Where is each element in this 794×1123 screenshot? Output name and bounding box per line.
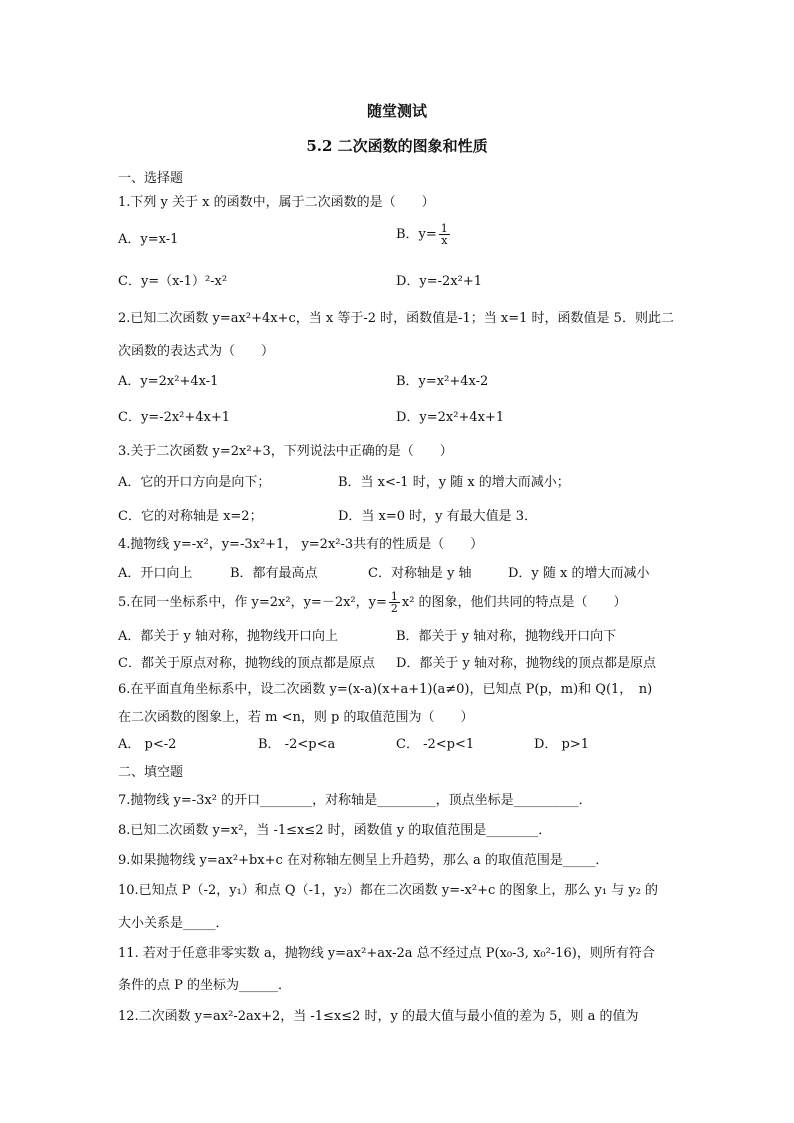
q1-option-c: C．y=（x-1）²-x²: [118, 274, 228, 289]
q5-fraction: [389, 591, 400, 614]
q1-option-a: A．y=x-1: [118, 232, 179, 247]
q5-numerator: 1: [390, 590, 398, 603]
q6-option-a: A． p<-2: [118, 737, 177, 752]
question-10-line2: 大小关系是_____．: [118, 916, 229, 931]
q3-option-c: C．它的对称轴是 x=2；: [118, 509, 263, 524]
page-subtitle: 5.2 二次函数的图象和性质: [306, 137, 488, 155]
q3-option-b: B．当 x<-1 时，y 随 x 的增大而减小；: [338, 475, 570, 490]
question-11-line2: 条件的点 P 的坐标为______．: [118, 978, 292, 993]
q5-option-a: A．都关于 y 轴对称，抛物线开口向上: [118, 629, 338, 644]
q4-option-d: D．y 随 x 的增大而减小: [508, 566, 650, 581]
q1-option-b-numerator: 1: [440, 222, 448, 235]
q1-option-b-fraction: [439, 223, 450, 246]
q6-option-d: D． p>1: [534, 737, 590, 752]
question-12: 12.二次函数 y=ax²-2ax+2，当 -1≤x≤2 时，y 的最大值与最小值的差为 5，则 a 的值为: [118, 1009, 639, 1024]
question-2-stem-line1: 2.已知二次函数 y=ax²+4x+c，当 x 等于-2 时，函数值是-1；当 x=1 时，函数值是 5．则此二: [118, 311, 674, 326]
question-8: 8.已知二次函数 y=x²，当 -1≤x≤2 时，函数值 y 的取值范围是________．: [118, 823, 552, 838]
page-title: 随堂测试: [366, 102, 427, 120]
q2-option-a: A．y=2x²+4x-1: [118, 374, 219, 389]
q5-option-b: B．都关于 y 轴对称，抛物线开口向下: [396, 629, 617, 644]
q5-stem-suffix: x² 的图象，他们共同的特点是（ ）: [401, 595, 627, 610]
question-2-stem-line2: 次函数的表达式为（ ）: [118, 344, 275, 359]
question-4-stem: 4.抛物线 y=-x²，y=-3x²+1， y=2x²-3共有的性质是（ ）: [118, 537, 484, 552]
q3-option-a: A．它的开口方向是向下；: [118, 475, 271, 490]
q4-option-b: B．都有最高点: [230, 566, 318, 581]
question-10-line1: 10.已知点 P（-2，y₁）和点 Q（-1，y₂）都在二次函数 y=-x²+c 的图象上，那么 y₁ 与 y₂ 的: [118, 883, 659, 898]
question-6-stem-line1: 6.在平面直角坐标系中，设二次函数 y=(x-a)(x+a+1)(a≠0)，已知点 P(p，m)和 Q(1， n): [118, 682, 653, 697]
q5-stem-prefix: 5.在同一坐标系中，作 y=2x²，y=－2x²，y=: [118, 595, 387, 610]
q5-denominator: 2: [390, 602, 398, 615]
question-3-stem: 3.关于二次函数 y=2x²+3，下列说法中正确的是（ ）: [118, 444, 453, 459]
q6-option-b: B． -2<p<a: [258, 737, 336, 752]
question-1-stem: 1.下列 y 关于 x 的函数中，属于二次函数的是（ ）: [118, 195, 435, 210]
q1-option-b-prefix: B．y=: [396, 227, 437, 242]
q1-option-b: [396, 223, 452, 246]
question-9: 9.如果抛物线 y=ax²+bx+c 在对称轴左侧呈上升趋势，那么 a 的取值范围是_____．: [118, 853, 609, 868]
q4-option-a: A．开口向上: [118, 566, 193, 581]
q2-option-c: C．y=-2x²+4x+1: [118, 410, 231, 425]
section-heading-fill: 二、填空题: [118, 765, 184, 780]
q6-option-c: C． -2<p<1: [396, 737, 475, 752]
q3-option-d: D．当 x=0 时，y 有最大值是 3．: [338, 509, 538, 524]
question-11-line1: 11. 若对于任意非零实数 a，抛物线 y=ax²+ax-2a 总不经过点 P(x₀-3, x₀²-16)，则所有符合: [118, 946, 655, 961]
q2-option-b: B．y=x²+4x-2: [396, 374, 489, 389]
question-7: 7.抛物线 y=-3x² 的开口________，对称轴是_________，顶点坐标是__________．: [118, 793, 592, 808]
q1-option-d: D．y=-2x²+1: [396, 274, 483, 289]
q5-option-d: D．都关于 y 轴对称，抛物线的顶点都是原点: [396, 656, 657, 671]
question-6-stem-line2: 在二次函数的图象上，若 m <n，则 p 的取值范围为（ ）: [118, 710, 474, 725]
q1-option-b-denominator: x: [441, 234, 448, 247]
q4-option-c: C．对称轴是 y 轴: [368, 566, 472, 581]
question-5-stem: [118, 591, 627, 614]
section-heading-choice: 一、选择题: [118, 171, 184, 186]
q2-option-d: D．y=2x²+4x+1: [396, 410, 505, 425]
q5-option-c: C．都关于原点对称，抛物线的顶点都是原点: [118, 656, 375, 671]
